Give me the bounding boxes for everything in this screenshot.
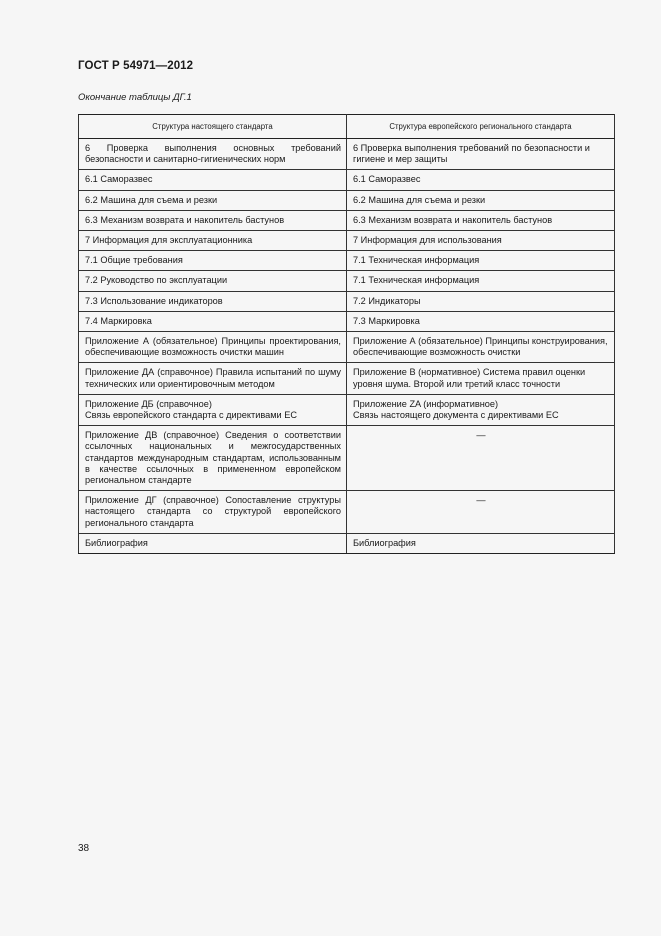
table-row	[79, 210, 615, 230]
national-structure-cell: 7 Информация для эксплуатационника	[79, 231, 347, 251]
european-structure-cell: 7.1 Техническая информация	[347, 271, 615, 291]
european-structure-cell: 6 Проверка выполнения требований по безопасности и гигиене и мер защиты	[347, 139, 615, 170]
table-row	[79, 190, 615, 210]
table-row	[79, 291, 615, 311]
table-row	[79, 251, 615, 271]
structure-comparison-table	[78, 114, 615, 554]
table-row	[79, 426, 615, 491]
table-row	[79, 491, 615, 534]
national-structure-cell: 7.4 Маркировка	[79, 311, 347, 331]
european-structure-cell: Приложение ZA (информативное) Связь настоящего документа с директивами ЕС	[347, 394, 615, 425]
european-structure-cell: 7.3 Маркировка	[347, 311, 615, 331]
table-row	[79, 363, 615, 394]
table-row	[79, 170, 615, 190]
table-row	[79, 533, 615, 553]
national-structure-cell: 6 Проверка выполнения основных требований безопасности и санитарно-гигиенических норм	[79, 139, 347, 170]
european-structure-cell: 6.3 Механизм возврата и накопитель бастунов	[347, 210, 615, 230]
national-structure-cell: Приложение А (обязательное) Принципы проектирования, обеспечивающие возможность очистки машин	[79, 332, 347, 363]
european-structure-cell: 6.2 Машина для съема и резки	[347, 190, 615, 210]
table-row	[79, 139, 615, 170]
european-structure-cell: 7.2 Индикаторы	[347, 291, 615, 311]
page-number: 38	[78, 843, 90, 854]
national-structure-cell: 6.1 Саморазвес	[79, 170, 347, 190]
national-structure-cell: Библиография	[79, 533, 347, 553]
national-structure-cell: 6.3 Механизм возврата и накопитель бастунов	[79, 210, 347, 230]
document-code: ГОСТ Р 54971—2012	[78, 60, 194, 72]
european-structure-cell: Библиография	[347, 533, 615, 553]
national-structure-cell: 7.2 Руководство по эксплуатации	[79, 271, 347, 291]
table-body	[79, 139, 615, 554]
table-row	[79, 332, 615, 363]
european-structure-cell: —	[347, 491, 615, 534]
european-structure-cell: 6.1 Саморазвес	[347, 170, 615, 190]
national-structure-cell: Приложение ДБ (справочное) Связь европейского стандарта с директивами ЕС	[79, 394, 347, 425]
table-caption: Окончание таблицы ДГ.1	[78, 92, 192, 103]
table-header-row	[79, 115, 615, 139]
european-structure-cell: —	[347, 426, 615, 491]
european-structure-cell: Приложение В (нормативное) Система правил оценки уровня шума. Второй или третий класс точности	[347, 363, 615, 394]
european-structure-cell: 7 Информация для использования	[347, 231, 615, 251]
table-row	[79, 231, 615, 251]
table-row	[79, 394, 615, 425]
column-header-european: Структура европейского регионального стандарта	[347, 115, 615, 139]
national-structure-cell: 7.3 Использование индикаторов	[79, 291, 347, 311]
table-row	[79, 271, 615, 291]
table-row	[79, 311, 615, 331]
national-structure-cell: Приложение ДА (справочное) Правила испытаний по шуму технических или ориентировочным методом	[79, 363, 347, 394]
european-structure-cell: Приложение А (обязательное) Принципы конструирования, обеспечивающие возможность очистки	[347, 332, 615, 363]
national-structure-cell: Приложение ДВ (справочное) Сведения о соответствии ссылочных национальных и межгосударственных стандартов международным стандартам, использованным в качестве ссылочных в примененном европейском региональном стандарте	[79, 426, 347, 491]
column-header-national: Структура настоящего стандарта	[79, 115, 347, 139]
national-structure-cell: 6.2 Машина для съема и резки	[79, 190, 347, 210]
european-structure-cell: 7.1 Техническая информация	[347, 251, 615, 271]
national-structure-cell: Приложение ДГ (справочное) Сопоставление структуры настоящего стандарта со структурой европейского регионального стандарта	[79, 491, 347, 534]
national-structure-cell: 7.1 Общие требования	[79, 251, 347, 271]
